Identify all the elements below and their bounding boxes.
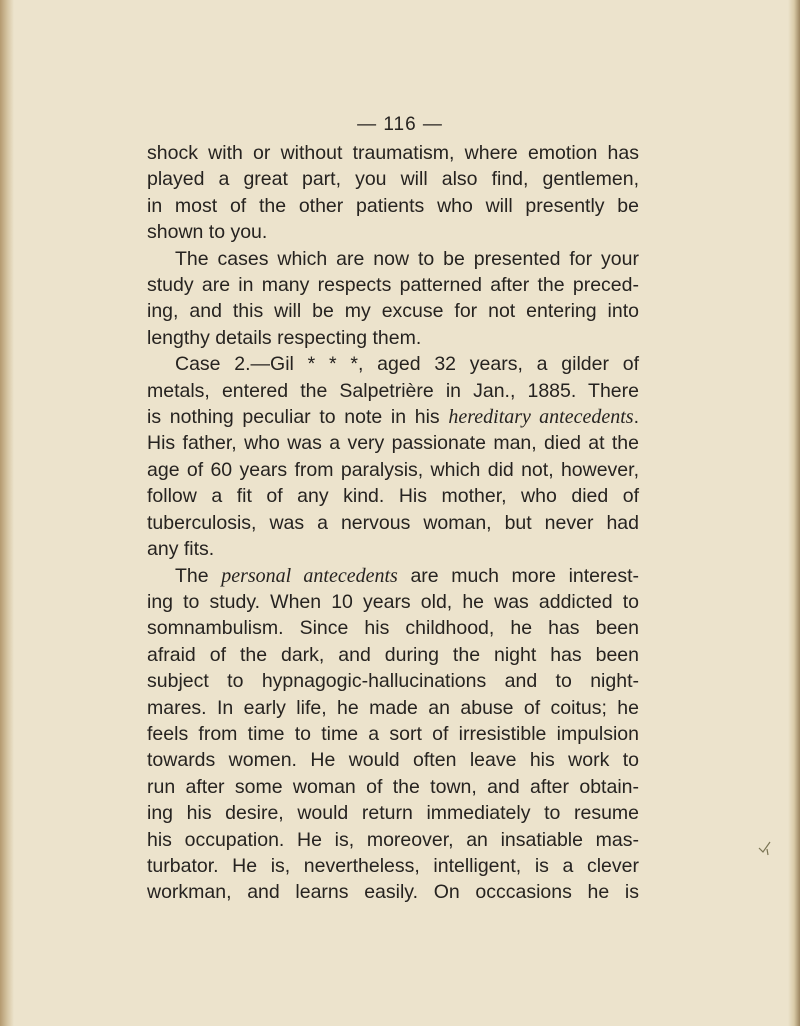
italic-term: personal antecedents bbox=[221, 564, 398, 587]
text-line: Case 2.—Gil * * *, aged 32 years, a gilder of bbox=[175, 353, 639, 376]
text-line: somnambulism. Since his childhood, he has been bbox=[147, 617, 639, 640]
body-text bbox=[147, 140, 639, 906]
text-line: his occupation. He is, moreover, an insatiable mas- bbox=[147, 828, 639, 851]
pencil-mark-icon bbox=[758, 840, 772, 856]
text-line: His father, who was a very passionate man, died at the bbox=[147, 432, 639, 455]
text-line: metals, entered the Salpetrière in Jan., 1885. There bbox=[147, 379, 639, 402]
text-line: any fits. bbox=[147, 538, 215, 561]
text-line: shock with or without traumatism, where emotion has bbox=[147, 142, 639, 164]
text-line: subject to hypnagogic-hallucinations and to night- bbox=[147, 670, 639, 693]
text-line: age of 60 years from paralysis, which did not, however, bbox=[147, 458, 639, 481]
text-line: towards women. He would often leave his work to bbox=[147, 749, 639, 772]
text-line: lengthy details respecting them. bbox=[147, 326, 422, 349]
text-line: ing, and this will be my excuse for not entering into bbox=[147, 300, 639, 323]
text-line: played a great part, you will also find, gentlemen, bbox=[147, 168, 639, 191]
italic-term: hereditary antecedents bbox=[448, 406, 634, 429]
text-line: workman, and learns easily. On occcasions he is bbox=[147, 881, 639, 904]
text-line: run after some woman of the town, and after obtain- bbox=[147, 775, 639, 798]
text-line: is nothing peculiar to note in his hereditary antecedents. bbox=[147, 406, 639, 429]
text-line: mares. In early life, he made an abuse of coitus; he bbox=[147, 696, 639, 719]
page-binding-shadow-right bbox=[788, 0, 800, 1026]
text-line: feels from time to time a sort of irresistible impulsion bbox=[147, 722, 639, 745]
text-line: ing his desire, would return immediately to resume bbox=[147, 802, 639, 825]
text-line: The cases which are now to be presented for your bbox=[175, 247, 639, 270]
text-line: in most of the other patients who will presently be bbox=[147, 194, 639, 217]
text-line: study are in many respects patterned after the preced- bbox=[147, 274, 639, 297]
margin-pencil-mark bbox=[758, 840, 772, 861]
text-line: The personal antecedents are much more interest- bbox=[175, 564, 640, 587]
text-line: shown to you. bbox=[147, 221, 268, 244]
page-binding-shadow-left bbox=[0, 0, 14, 1026]
text-line: afraid of the dark, and during the night has been bbox=[147, 643, 639, 666]
text-line: follow a fit of any kind. His mother, who died of bbox=[147, 485, 639, 508]
text-line: turbator. He is, nevertheless, intelligent, is a clever bbox=[147, 854, 639, 877]
text-line: tuberculosis, was a nervous woman, but never had bbox=[147, 511, 639, 534]
page-number: — 116 — bbox=[357, 114, 443, 135]
text-line: ing to study. When 10 years old, he was addicted to bbox=[147, 590, 639, 613]
